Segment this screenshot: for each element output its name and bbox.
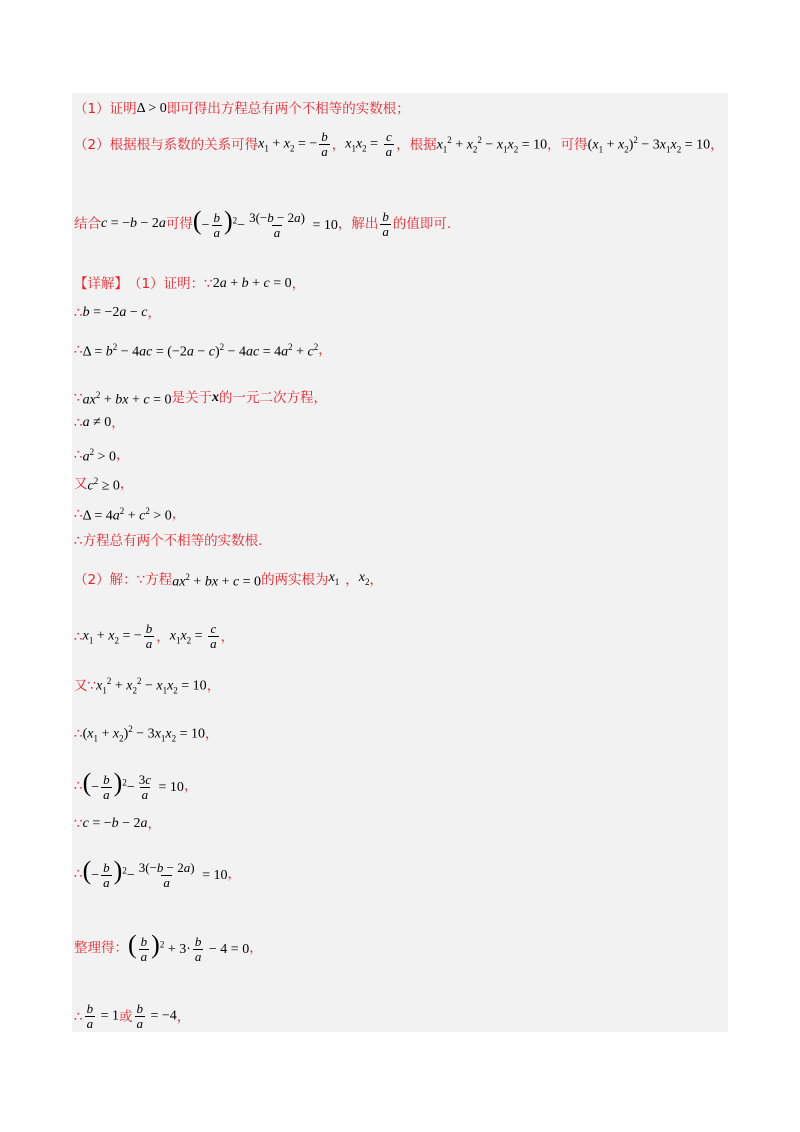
detail-line-1: 【详解】 （1）证明： ∵ 2a + b + c = 0 ， — [74, 276, 306, 292]
detail-line-8: ∴ $\Delta = 4a^2 + c^2 > 0$ ， — [74, 505, 186, 524]
detail-line-15: ∵ c = −b − 2a ， — [74, 816, 162, 832]
detail-line-7: 又 $c^2 \ge 0$ ， — [74, 475, 134, 494]
detail-line-10: （2）解： ∵ 方程 $ax^2$ + bx + c = 0 的两实根为 $x_1$ ， $x_2$ ， — [74, 569, 383, 590]
detail-line-14: ∴ (− $\frac{b}{a}$ )$^2$− $\frac{3c}{a}$ = 10 ， — [74, 768, 198, 803]
math-b-over-a: $\frac{b}{a}$ — [382, 208, 389, 239]
detail-line-4: ∵ $ax^2$ + bx + c = 0 是关于 x 的一元二次方程， — [74, 389, 327, 408]
hint-line-1: （1）证明 Δ > 0 即可得出方程总有两个不相等的实数根； — [74, 101, 410, 117]
detail-line-3: ∴ $\Delta = b^2 - 4ac = (-2a - c)^2 - 4ac = 4a^2 + c^2$ ， — [74, 341, 332, 360]
math-substituted-eq: (− $\frac{b}{a}$ )$^2$− $\frac{3(-b - 2a)}{a}$ = 10 — [192, 206, 338, 241]
detail-line-2: ∴ b = −2a − c ， — [74, 305, 162, 321]
math-transformed: $(x_1 + x_2)^2 - 3x_1x_2 = 10$ — [587, 134, 711, 155]
math-c-substitution: c = −b − 2a — [101, 216, 166, 232]
detail-line-16: ∴ (− $\frac{b}{a}$ )$^2$− $\frac{3(-b - 2a)}{a}$ = 10 ， — [74, 856, 242, 891]
detail-line-18: ∴ $\frac{b}{a}$ = 1 或 $\frac{b}{a}$ = −4 ， — [74, 1001, 191, 1031]
detail-line-9: ∴ 方程总有两个不相等的实数根. — [74, 533, 263, 549]
math-given: $x_1^2 + x_2^2 - x_1x_2 = 10$ — [436, 134, 548, 155]
hint-line-3: 结合 c = −b − 2a 可得 (− $\frac{b}{a}$ )$^2$− $\frac{3(-b - 2a)}{a}$ = 10 ，解出 $\frac{b}{a}$ 的值即可. — [74, 206, 452, 241]
detail-line-11: ∴ $x_1 + x_2$ = − $\frac{b}{a}$ ， $x_1x_2$ = $\frac{c}{a}$ ， — [74, 621, 235, 651]
detail-line-12: 又 ∵ $x_1^2 + x_2^2 - x_1x_2 = 10$ ， — [74, 676, 221, 696]
detail-line-5: ∴ a ≠ 0 ， — [74, 415, 125, 431]
hint-line-2: （2）根据根与系数的关系可得 $x_1 + x_2$ = − $\frac{b}{a}$ ， $x_1x_2$ = $\frac{c}{a}$ ，根据 $x_1^2 + x_2^2 - x_1x_2 = 10$ ，可得 $(x_1 + x_2)^2 - 3x_1x_2 = 10$ ， — [74, 129, 724, 159]
detail-line-17: 整理得： ( $\frac{b}{a}$ )$^2$ + 3· $\frac{b}{a}$ − 4 = 0 ， — [74, 930, 263, 965]
math-product-roots: $x_1x_2$ = $\frac{c}{a}$ — [345, 129, 393, 159]
math-delta-positive: Δ > 0 — [136, 101, 167, 116]
detail-line-6: ∴ $a^2 > 0$ ， — [74, 446, 130, 465]
detail-line-13: ∴ $(x_1 + x_2)^2 - 3x_1x_2 = 10$ ， — [74, 724, 219, 744]
math-sum-roots: $x_1 + x_2$ = − $\frac{b}{a}$ — [258, 129, 328, 159]
